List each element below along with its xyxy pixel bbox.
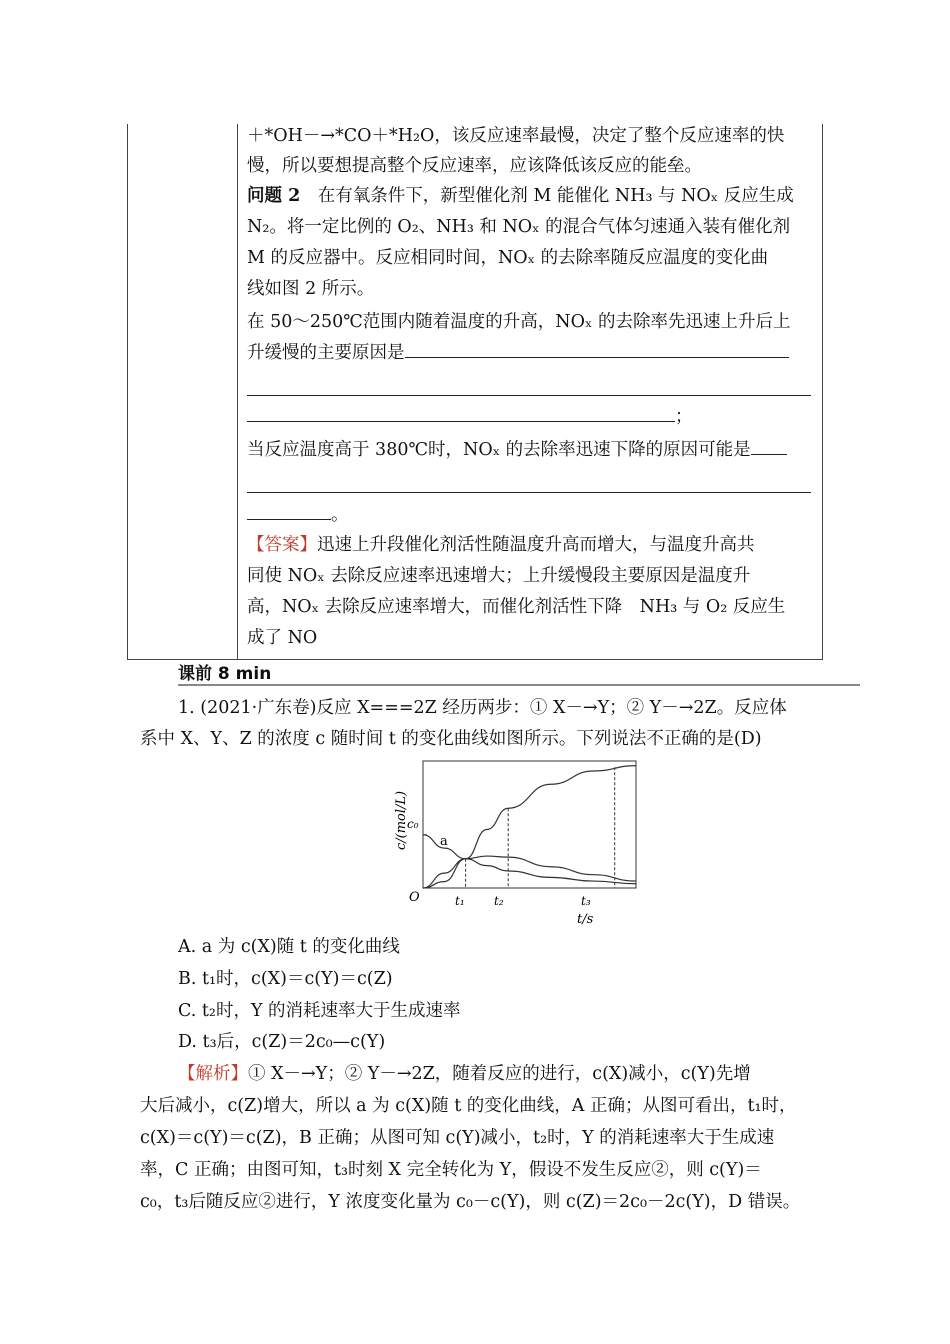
- option-d: D. t₃后，c(Z)＝2c₀—c(Y): [178, 1032, 386, 1052]
- table-line-7: [247, 338, 789, 369]
- analysis-line-5: c₀，t₃后随反应②进行，Y 浓度变化量为 c₀－c(Y)，则 c(Z)＝2c₀－2c(Y)，D 错误。: [140, 1192, 801, 1212]
- x-axis-label: t/s: [577, 912, 594, 927]
- y-tick-c0: c₀: [407, 817, 419, 831]
- table-line-4: M 的反应器中。反应相同时间，NOₓ 的去除率随反应温度的变化曲: [247, 248, 769, 268]
- curve-label-a: a: [440, 834, 448, 849]
- option-c: C. t₂时，Y 的消耗速率大于生成速率: [178, 1001, 461, 1021]
- x-tick-t1: t₁: [455, 894, 465, 908]
- x-tick-t3: t₃: [581, 894, 591, 908]
- answer-line-2: 同使 NOₓ 去除反应速率迅速增大；上升缓慢段主要原因是温度升: [247, 566, 751, 586]
- section-title: 课前 8 min: [178, 664, 272, 684]
- analysis-line-3: c(X)＝c(Y)＝c(Z)，B 正确；从图可知 c(Y)减小，t₂时，Y 的消耗速率大于生成速: [140, 1128, 775, 1148]
- answer-blank-1[interactable]: [405, 339, 789, 358]
- option-a: A. a 为 c(X)随 t 的变化曲线: [178, 937, 400, 957]
- analysis-tag: 【解析】: [178, 1064, 248, 1084]
- semicolon: ；: [675, 407, 693, 427]
- answer-text-1: 迅速上升段催化剂活性随温度升高而增大，与温度升高共: [317, 535, 755, 555]
- analysis-line-1: [178, 1059, 751, 1090]
- analysis-text-1: ① X－→Y；② Y－→2Z，随着反应的进行，c(X)减小，c(Y)先增: [248, 1064, 751, 1084]
- table-right-border: [822, 124, 823, 660]
- option-b: B. t₁时，c(X)＝c(Y)＝c(Z): [178, 969, 393, 989]
- answer-line-3: 高，NOₓ 去除反应速率增大，而催化剂活性下降 NH₃ 与 O₂ 反应生: [247, 597, 786, 617]
- answer-blank-1-line-3[interactable]: [247, 403, 675, 422]
- table-left-border: [127, 124, 128, 660]
- answer-blank-2-line-3[interactable]: [247, 501, 331, 520]
- table-line-5: 线如图 2 所示。: [247, 279, 375, 299]
- table-line-1: ＋*OH－→*CO＋*H₂O，该反应速率最慢，决定了整个反应速率的快: [247, 126, 785, 146]
- table-line-8: [247, 402, 693, 433]
- period: 。: [331, 505, 349, 525]
- curve-z: [423, 766, 636, 888]
- origin-label: O: [409, 890, 420, 905]
- analysis-line-2: 大后减小，c(Z)增大，所以 a 为 c(X)随 t 的变化曲线，A 正确；从图可看出，t₁时，: [140, 1096, 797, 1116]
- table-line-3: N₂。将一定比例的 O₂、NH₃ 和 NOₓ 的混合气体匀速通入装有催化剂: [247, 217, 791, 237]
- x-tick-t2: t₂: [494, 894, 504, 908]
- analysis-line-4: 率，C 正确；由图可知，t₃时刻 X 完全转化为 Y，假设不发生反应②，则 c(Y)＝: [140, 1160, 762, 1180]
- answer-tag: 【答案】: [247, 535, 317, 555]
- answer-line-4: 成了 NO: [247, 628, 318, 648]
- curve-x: [423, 835, 636, 884]
- concentration-time-chart: [385, 755, 645, 935]
- answer-blank-2-line-2[interactable]: [247, 474, 811, 493]
- table-line-6: 在 50～250℃范围内随着温度的升高，NOₓ 的去除率先迅速上升后上: [247, 312, 791, 332]
- blank-1-prompt: 升缓慢的主要原因是: [247, 343, 405, 363]
- answer-line-1: [247, 530, 755, 561]
- curve-y: [423, 856, 636, 888]
- answer-blank-2[interactable]: [751, 436, 787, 455]
- section-rule: [178, 684, 860, 686]
- answer-blank-1-line-2[interactable]: [247, 377, 811, 396]
- question-line-1: 1. (2021·广东卷)反应 X===2Z 经历两步：① X－→Y；② Y－→2Z。反应体: [178, 698, 787, 718]
- question-line-2: 系中 X、Y、Z 的浓度 c 随时间 t 的变化曲线如图所示。下列说法不正确的是(D): [140, 729, 762, 749]
- table-line-9: [247, 435, 787, 466]
- table-col-divider: [237, 124, 238, 660]
- table-line-2: 慢，所以要想提高整个反应速率，应该降低该反应的能垒。: [247, 156, 702, 176]
- blank-2-prompt: 当反应温度高于 380℃时，NOₓ 的去除率迅速下降的原因可能是: [247, 440, 751, 460]
- question-2-text: 在有氧条件下，新型催化剂 M 能催化 NH₃ 与 NOₓ 反应生成: [317, 186, 794, 206]
- question-2-label: 问题 2: [247, 186, 301, 206]
- table-line-10: [247, 500, 349, 531]
- question-2-line: [247, 181, 794, 212]
- y-axis-label: c/(mol/L): [394, 790, 409, 850]
